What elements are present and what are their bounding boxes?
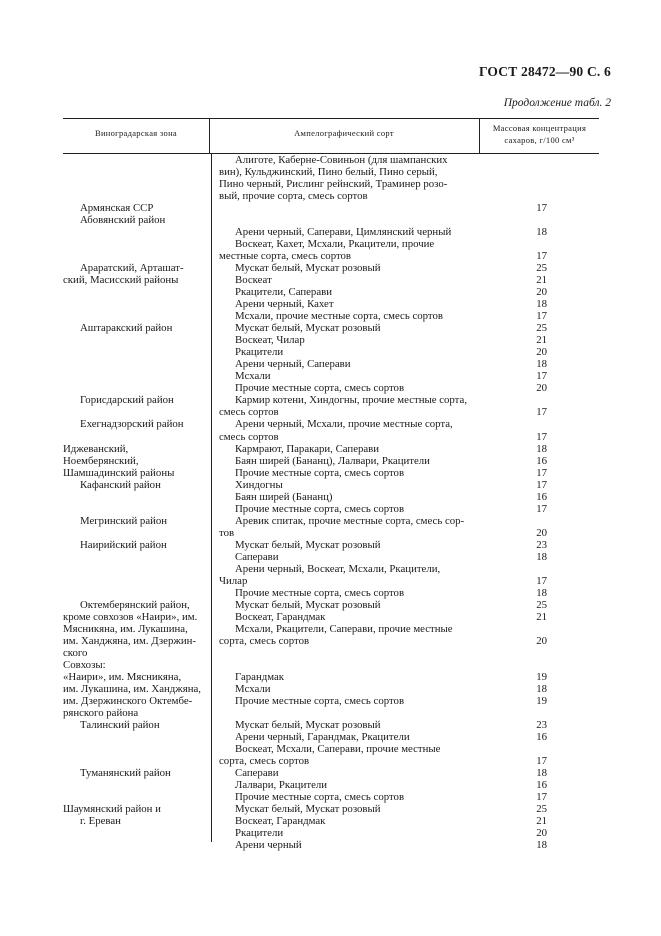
zone-cell: Иджеванский, — [63, 442, 129, 455]
document-code: ГОСТ 28472—90 С. 6 — [478, 64, 611, 79]
body-divider — [211, 153, 212, 842]
variety-cell: Аревик спитак, прочие местные сорта, смесь сор- — [235, 514, 465, 527]
variety-cell: Мсхали — [235, 682, 271, 695]
sugar-value-cell: 18 — [536, 586, 547, 599]
column-header-sugar-line2: сахаров, г/100 см³ — [504, 134, 575, 145]
variety-cell: Гарандмак — [235, 670, 285, 683]
sugar-value-cell: 18 — [536, 442, 547, 455]
variety-cell: вый, прочие сорта, смесь сортов — [219, 190, 368, 203]
sugar-value-cell: 19 — [536, 670, 547, 683]
zone-cell: Ноемберянский, — [63, 454, 139, 467]
variety-cell: Саперави — [235, 550, 279, 563]
variety-cell: Арени черный, Мсхали, прочие местные сорта, — [235, 418, 453, 431]
variety-cell: Арени черный — [235, 839, 302, 852]
variety-cell: Арени черный, Саперави, Цимлянский черный — [235, 226, 452, 239]
sugar-value-cell: 17 — [536, 202, 547, 215]
zone-cell: кроме совхозов «Наири», им. — [63, 610, 198, 623]
variety-cell: Арени черный, Воскеат, Мсхали, Ркацители, — [235, 562, 441, 575]
sugar-value-cell: 20 — [536, 827, 547, 840]
sugar-value-cell: 17 — [536, 250, 547, 263]
zone-cell: Туманянский район — [80, 767, 171, 779]
variety-cell: Прочие местные сорта, смесь сортов — [235, 382, 405, 395]
column-header-sugar — [480, 123, 599, 146]
zone-cell: ский, Масисский районы — [63, 274, 179, 287]
zone-cell: Совхозы: — [63, 658, 106, 671]
table-continuation-label: Продолжение табл. 2 — [503, 97, 611, 109]
variety-cell: Мускат белый, Мускат розовый — [235, 322, 381, 335]
zone-cell: ского — [63, 646, 88, 659]
variety-cell: Прочие местные сорта, смесь сортов — [235, 502, 405, 515]
zone-cell: Абовянский район — [80, 214, 166, 227]
variety-cell: Мускат белый, Мускат розовый — [235, 538, 381, 551]
variety-cell: Мускат белый, Мускат розовый — [235, 718, 381, 731]
zone-cell: Мясникяна, им. Лукашина, — [63, 622, 188, 635]
sugar-value-cell: 16 — [536, 731, 547, 743]
sugar-value-cell: 25 — [536, 322, 547, 335]
sugar-value-cell: 20 — [536, 346, 547, 359]
zone-cell: г. Ереван — [80, 815, 121, 828]
variety-cell: Ркацители — [235, 346, 284, 359]
variety-cell: Кармрают, Паракари, Саперави — [235, 442, 380, 455]
zone-cell: Мегринский район — [80, 514, 168, 527]
variety-cell: Чилар — [219, 574, 248, 587]
variety-cell: Лалвари, Ркацители — [235, 779, 328, 791]
table-top-rule — [63, 118, 599, 119]
variety-cell: Мускат белый, Мускат розовый — [235, 598, 381, 611]
variety-cell: Пино черный, Рислинг рейнский, Траминер розо- — [219, 178, 448, 190]
sugar-value-cell: 17 — [536, 466, 547, 479]
sugar-value-cell: 25 — [536, 598, 547, 611]
variety-cell: Баян ширей (Бананц) — [235, 490, 333, 503]
variety-cell: Прочие местные сорта, смесь сортов — [235, 466, 405, 479]
variety-cell: Мускат белый, Мускат розовый — [235, 803, 381, 816]
sugar-value-cell: 23 — [536, 718, 547, 731]
variety-cell: Алиготе, Каберне-Совиньон (для шампанских — [235, 154, 448, 166]
variety-cell: Мсхали — [235, 370, 271, 383]
variety-cell: Воскеат, Чилар — [235, 334, 305, 347]
variety-cell: Прочие местные сорта, смесь сортов — [235, 586, 405, 599]
sugar-value-cell: 25 — [536, 803, 547, 816]
sugar-value-cell: 17 — [536, 478, 547, 491]
zone-cell: Талинский район — [80, 718, 160, 731]
variety-cell: смесь сортов — [219, 430, 279, 443]
variety-cell: Воскеат, Кахет, Мсхали, Ркацители, прочие — [235, 238, 435, 251]
variety-cell: Прочие местные сорта, смесь сортов — [235, 694, 405, 707]
column-header-zone: Виноградарская зона — [94, 128, 178, 138]
sugar-value-cell: 18 — [536, 839, 547, 852]
variety-cell: Ркацители — [235, 827, 284, 840]
variety-cell: сорта, смесь сортов — [219, 634, 310, 647]
variety-cell: смесь сортов — [219, 406, 279, 419]
sugar-value-cell: 17 — [536, 430, 547, 443]
variety-cell: Воскеат, Мсхали, Саперави, прочие местные — [235, 743, 441, 755]
variety-cell: Баян ширей (Бананц), Лалвари, Ркацители — [235, 454, 430, 467]
sugar-value-cell: 18 — [536, 682, 547, 695]
zone-cell: Наирийский район — [80, 538, 167, 551]
variety-cell: Саперави — [235, 767, 279, 779]
zone-cell: «Наири», им. Мясникяна, — [63, 670, 182, 683]
sugar-value-cell: 20 — [536, 286, 547, 299]
sugar-value-cell: 18 — [536, 226, 547, 239]
sugar-value-cell: 21 — [536, 610, 547, 623]
variety-cell: Арени черный, Кахет — [235, 298, 334, 311]
variety-cell: сорта, смесь сортов — [219, 755, 310, 767]
zone-cell: Армянская ССР — [80, 202, 154, 215]
sugar-value-cell: 25 — [536, 262, 547, 275]
sugar-value-cell: 20 — [536, 634, 547, 647]
zone-cell: Кафанский район — [80, 478, 161, 491]
variety-cell: Арени черный, Гарандмак, Ркацители — [235, 731, 410, 743]
variety-cell: Воскеат — [235, 274, 272, 287]
sugar-value-cell: 21 — [536, 334, 547, 347]
sugar-value-cell: 23 — [536, 538, 547, 551]
sugar-value-cell: 17 — [536, 791, 547, 804]
sugar-value-cell: 21 — [536, 274, 547, 287]
zone-cell: Аштаракский район — [80, 322, 173, 335]
variety-cell: Прочие местные сорта, смесь сортов — [235, 791, 405, 804]
variety-cell: Воскеат, Гарандмак — [235, 815, 326, 828]
variety-cell: вин), Кульджинский, Пино белый, Пино серый, — [219, 166, 438, 178]
sugar-value-cell: 16 — [536, 779, 547, 791]
zone-cell: им. Ханджяна, им. Дзержин- — [63, 634, 196, 647]
variety-cell: тов — [219, 526, 235, 539]
zone-cell: им. Лукашина, им. Ханджяна, — [63, 682, 201, 695]
zone-cell: Ехегнадзорский район — [80, 418, 184, 431]
zone-cell: Октемберянский район, — [80, 598, 190, 611]
zone-cell: им. Дзержинского Октембе- — [63, 694, 193, 707]
zone-cell: Шамшадинский районы — [63, 466, 175, 479]
sugar-value-cell: 20 — [536, 382, 547, 395]
sugar-value-cell: 16 — [536, 490, 547, 503]
zone-cell: Горисдарский район — [80, 394, 174, 407]
column-header-variety: Ампелографический сорт — [294, 128, 394, 138]
sugar-value-cell: 19 — [536, 694, 547, 707]
sugar-value-cell: 21 — [536, 815, 547, 828]
variety-cell: Арени черный, Саперави — [235, 358, 351, 371]
variety-cell: Мсхали, прочие местные сорта, смесь сортов — [235, 310, 443, 323]
variety-cell: Воскеат, Гарандмак — [235, 610, 326, 623]
sugar-value-cell: 18 — [536, 298, 547, 311]
sugar-value-cell: 20 — [536, 526, 547, 539]
column-header-sugar-line1: Массовая концентрация — [492, 123, 587, 133]
sugar-value-cell: 17 — [536, 370, 547, 383]
zone-cell: Араратский, Арташат- — [80, 262, 184, 275]
sugar-value-cell: 16 — [536, 454, 547, 467]
sugar-value-cell: 18 — [536, 358, 547, 371]
variety-cell: Хиндогны — [235, 478, 283, 491]
variety-cell: Кармир котени, Хиндогны, прочие местные сорта, — [235, 394, 468, 407]
variety-cell: Мускат белый, Мускат розовый — [235, 262, 381, 275]
zone-cell: Шаумянский район и — [63, 803, 161, 816]
sugar-value-cell: 17 — [536, 310, 547, 323]
sugar-value-cell: 17 — [536, 502, 547, 515]
sugar-value-cell: 18 — [536, 550, 547, 563]
sugar-value-cell: 18 — [536, 767, 547, 779]
sugar-value-cell: 17 — [536, 574, 547, 587]
sugar-value-cell: 17 — [536, 755, 547, 767]
zone-cell: рянского района — [63, 706, 139, 719]
variety-cell: Ркацители, Саперави — [235, 286, 332, 299]
variety-cell: местные сорта, смесь сортов — [219, 250, 352, 263]
variety-cell: Мсхали, Ркацители, Саперави, прочие местные — [235, 622, 453, 635]
sugar-value-cell: 17 — [536, 406, 547, 419]
